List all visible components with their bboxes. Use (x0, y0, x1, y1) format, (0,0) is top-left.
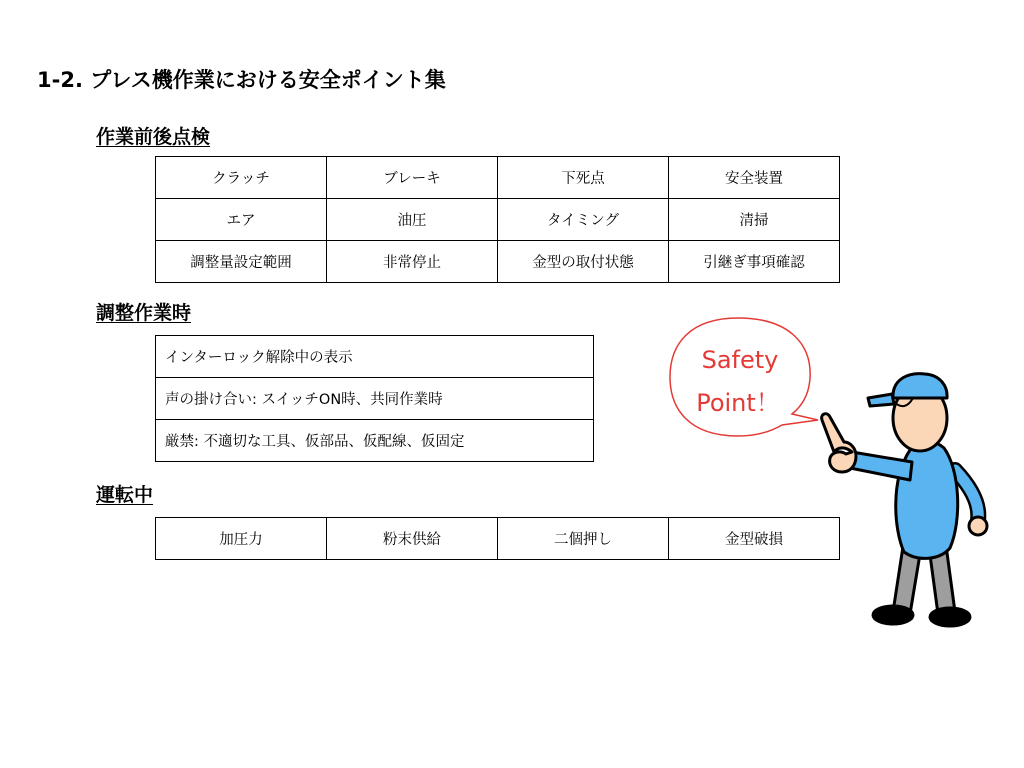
table-cell: 下死点 (498, 157, 669, 199)
table-cell: タイミング (498, 199, 669, 241)
heading-during-operation: 運転中 (96, 484, 154, 506)
bubble-text-line1: Safety (701, 346, 779, 374)
worker-pointing-hand (822, 414, 856, 472)
table-cell: 厳禁: 不適切な工具、仮部品、仮配線、仮固定 (156, 420, 594, 462)
table-cell: 安全装置 (669, 157, 840, 199)
table-cell: 二個押し (498, 518, 669, 560)
worker-cap (893, 374, 947, 398)
page-title: 1-2. プレス機作業における安全ポイント集 (37, 68, 446, 92)
table-cell: エア (156, 199, 327, 241)
table-cell: 清掃 (669, 199, 840, 241)
worker-left-shoe (873, 606, 913, 624)
table-cell: 調整量設定範囲 (156, 241, 327, 283)
worker-body (896, 441, 958, 558)
speech-bubble (670, 318, 818, 436)
table-cell: 非常停止 (327, 241, 498, 283)
table-cell: クラッチ (156, 157, 327, 199)
worker-right-shoe (930, 608, 970, 626)
table-cell: 引継ぎ事項確認 (669, 241, 840, 283)
table-cell: 金型の取付状態 (498, 241, 669, 283)
table-cell: 金型破損 (669, 518, 840, 560)
bubble-text-line2: Point！ (696, 389, 780, 417)
worker-cap-brim (868, 394, 894, 406)
worker-left-arm (850, 452, 912, 480)
heading-pre-post-inspection: 作業前後点検 (96, 126, 211, 148)
table-cell: インターロック解除中の表示 (156, 336, 594, 378)
worker-right-hand (969, 517, 987, 535)
table-cell: 油圧 (327, 199, 498, 241)
table-cell: ブレーキ (327, 157, 498, 199)
worker-mascot (822, 374, 987, 626)
table-cell: 声の掛け合い: スイッチON時、共同作業時 (156, 378, 594, 420)
table-cell: 加圧力 (156, 518, 327, 560)
table-cell: 粉末供給 (327, 518, 498, 560)
heading-adjustment-work: 調整作業時 (96, 302, 192, 324)
